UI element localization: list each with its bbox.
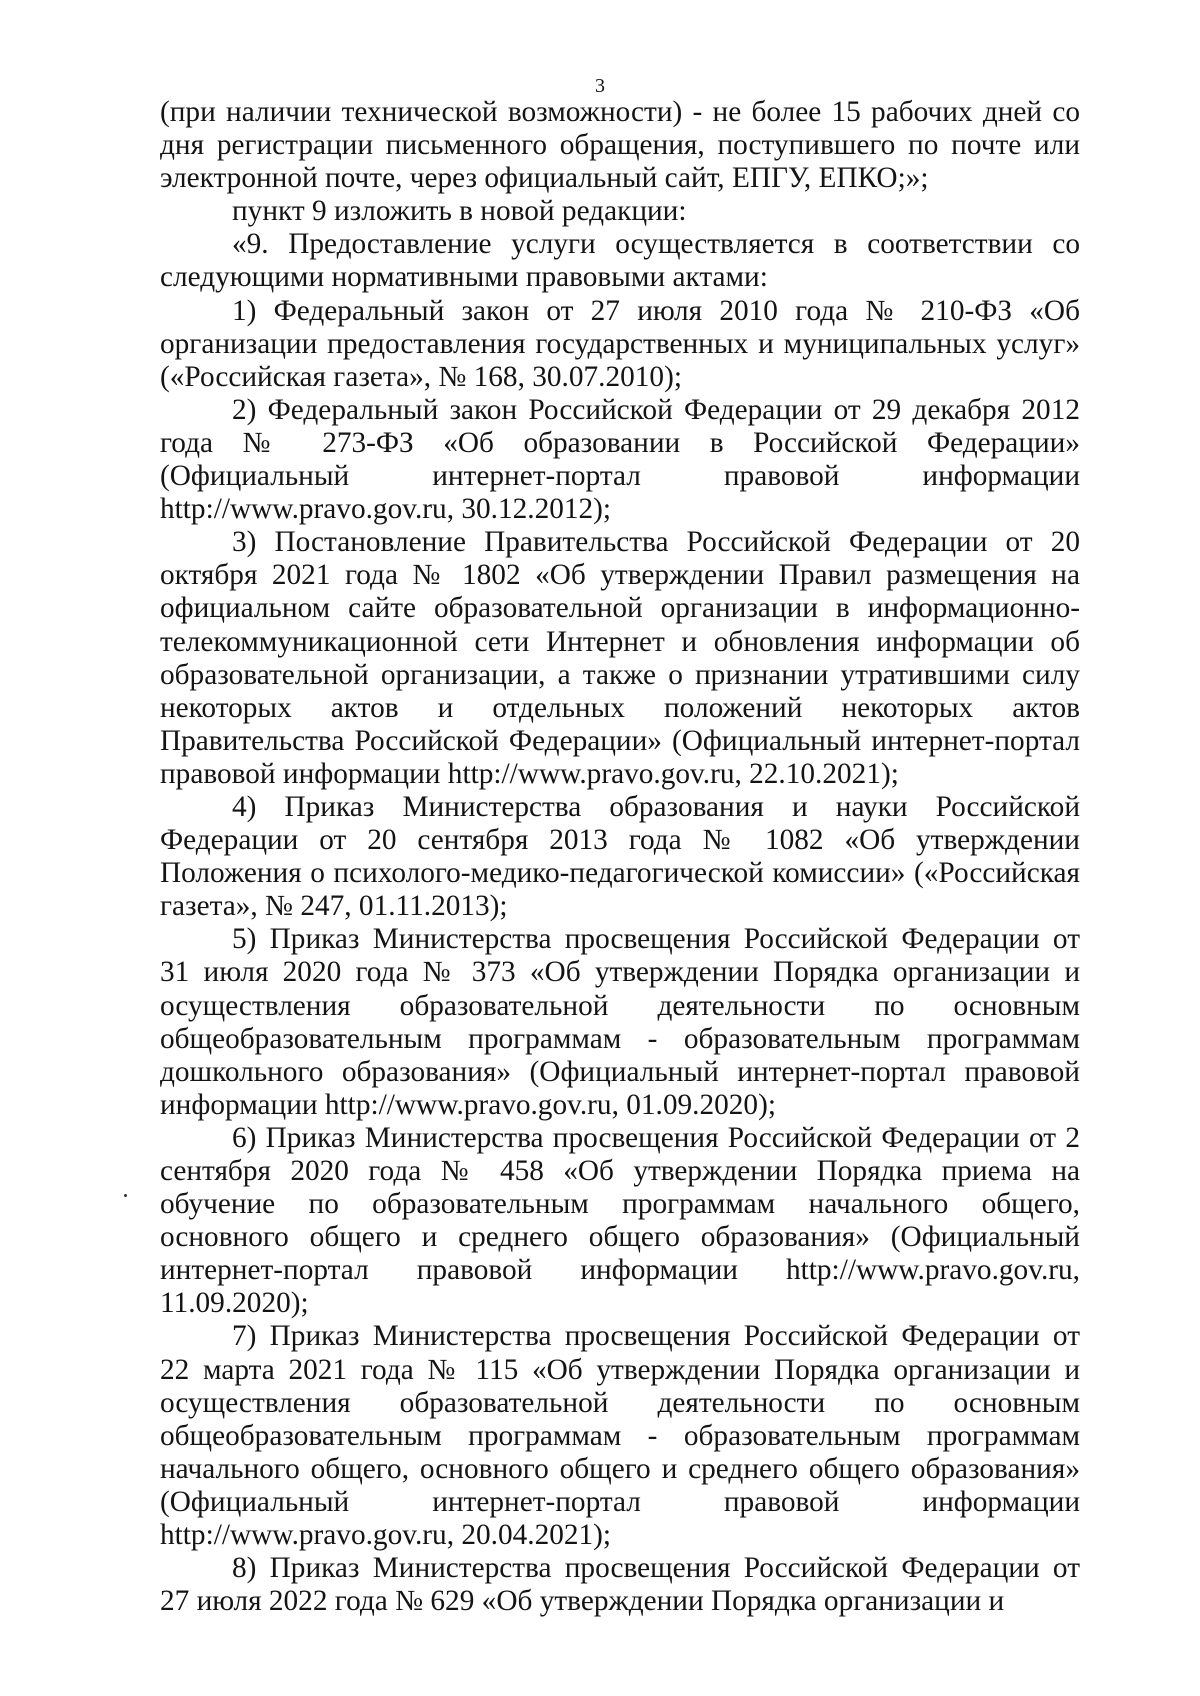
list-item-legal-act-6: 6) Приказ Министерства просвещения Российской Федерации от 2 сентября 2020 года № 458 «Об утверждении Порядка приема на обучение по образовательным программам начального общего, основного общего и среднего общего образования» (Официальный интернет-портал правовой информации http://www.pravo.gov.ru, 11.09.2020); [160,1121,1080,1320]
list-item-legal-act-4: 4) Приказ Министерства образования и науки Российской Федерации от 20 сентября 2013 года № 1082 «Об утверждении Положения о психолого-медико-педагогической комиссии» («Российская газета», № 247, 01.11.2013); [160,790,1080,923]
list-item-legal-act-3: 3) Постановление Правительства Российской Федерации от 20 октября 2021 года № 1802 «Об утверждении Правил размещения на официальном сайте образовательной организации в информационно-телекоммуникационной сети Интернет и обновления информации об образовательной организации, а также о признании утратившими силу некоторых актов и отдельных положений некоторых актов Правительства Российской Федерации» (Официальный интернет-портал правовой информации http://www.pravo.gov.ru, 22.10.2021); [160,526,1080,790]
list-item-legal-act-5: 5) Приказ Министерства просвещения Российской Федерации от 31 июля 2020 года № 373 «Об утверждении Порядка организации и осуществления образовательной деятельности по основным общеобразовательным программам - образовательным программам дошкольного образования» (Официальный интернет-портал правовой информации http://www.pravo.gov.ru, 01.09.2020); [160,923,1080,1121]
paragraph-point-9-instruction: пункт 9 изложить в новой редакции: [232,195,687,228]
page-number: 3 [595,75,605,97]
list-item-legal-act-1: 1) Федеральный закон от 27 июля 2010 года № 210-ФЗ «Об организации предоставления государственных и муниципальных услуг» («Российская газета», № 168, 30.07.2010); [160,294,1080,393]
paragraph-point-9-intro: «9. Предоставление услуги осуществляется в соответствии со следующими нормативными правовыми актами: [160,228,1080,294]
list-item-legal-act-2: 2) Федеральный закон Российской Федерации от 29 декабря 2012 года № 273-ФЗ «Об образовании в Российской Федерации» (Официальный интернет-портал правовой информации http://www.pravo.gov.ru, 30.12.2012); [160,393,1080,526]
scan-artifact-dot [124,1194,127,1197]
list-item-legal-act-7: 7) Приказ Министерства просвещения Российской Федерации от 22 марта 2021 года № 115 «Об утверждении Порядка организации и осуществления образовательной деятельности по основным общеобразовательным программам - образовательным программам начального общего, основного общего и среднего общего образования» (Официальный интернет-портал правовой информации http://www.pravo.gov.ru, 20.04.2021); [160,1320,1080,1552]
list-item-legal-act-8: 8) Приказ Министерства просвещения Российской Федерации от 27 июля 2022 года № 629 «Об утверждении Порядка организации и [160,1552,1080,1618]
document-body [160,96,1080,1618]
paragraph-deadline-continuation: (при наличии технической возможности) - не более 15 рабочих дней со дня регистрации письменного обращения, поступившего по почте или электронной почте, через официальный сайт, ЕПГУ, ЕПКО;»; [160,96,1080,195]
